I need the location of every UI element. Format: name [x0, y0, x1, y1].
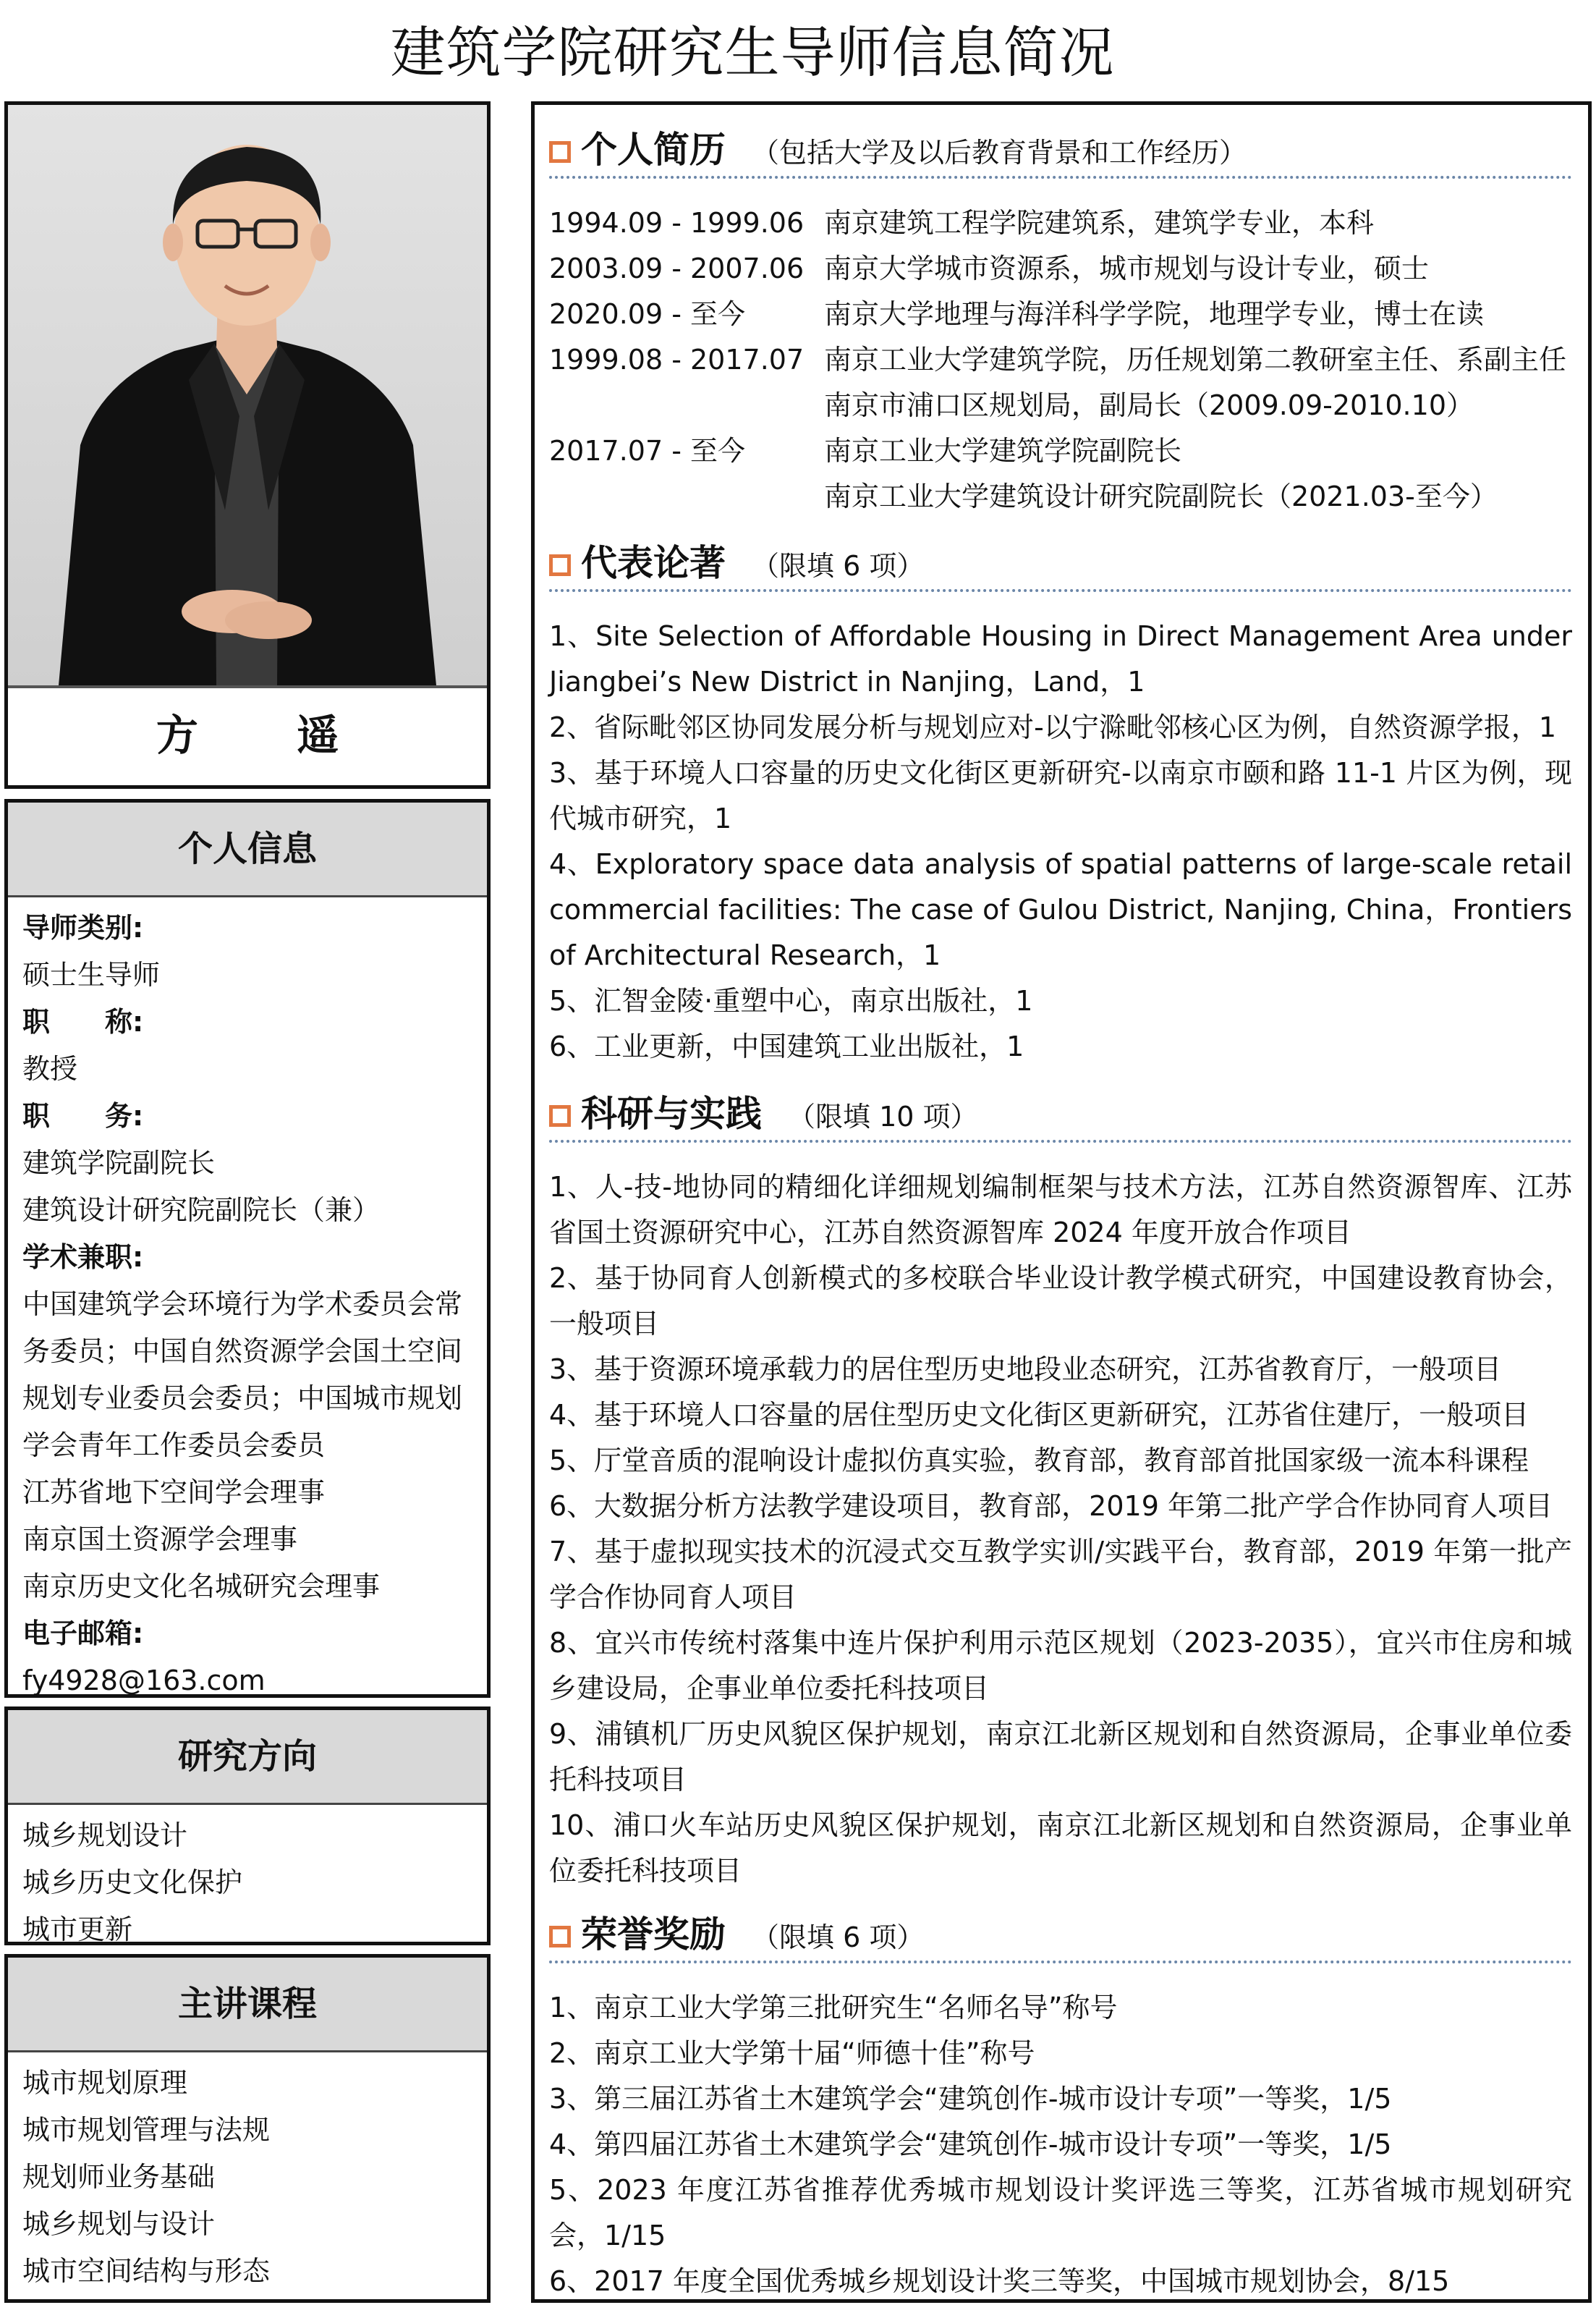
project-item: 2、基于协同育人创新模式的多校联合毕业设计教学模式研究，中国建设教育协会，一般项目 [549, 1262, 1572, 1340]
projects-note: （限填 10 项） [788, 1101, 978, 1133]
academic-label: 学术兼职: [22, 1241, 144, 1273]
section-square-icon [549, 1105, 571, 1127]
publications-section [549, 543, 1572, 1070]
course-item: 规划师业务基础 [22, 2161, 216, 2193]
position-label: 职 务: [22, 1100, 144, 1132]
advisor-type-label: 导师类别: [22, 912, 144, 944]
resume-row: 2017.07 - 至今 南京工业大学建筑学院副院长 [549, 435, 1182, 467]
section-square-icon [549, 1926, 571, 1947]
honor-item: 6、2017 年度全国优秀城乡规划设计奖三等奖，中国城市规划协会，8/15 [549, 2265, 1450, 2297]
course-item: 城市空间结构与形态 [22, 2255, 271, 2287]
project-item: 1、人-技-地协同的精细化详细规划编制框架与技术方法，江苏自然资源智库、江苏省国土资源研究中心，江苏自然资源智库 2024 年度开放合作项目 [549, 1171, 1572, 1248]
honor-item: 1、南京工业大学第三批研究生“名师名导”称号 [549, 1992, 1118, 2023]
academic-post: 南京历史文化名城研究会理事 [22, 1570, 381, 1602]
resume-note: （包括大学及以后教育背景和工作经历） [752, 137, 1247, 169]
honors-section [549, 1914, 1572, 2304]
advisor-name: 方 遥 [8, 685, 487, 785]
honors-header [549, 1914, 1572, 1963]
section-square-icon [549, 141, 571, 163]
title-label: 职 称: [22, 1006, 144, 1038]
research-item: 城乡历史文化保护 [22, 1866, 243, 1898]
publication-item: 4、Exploratory space data analysis of spatial patterns of large-scale retail commercial facilities: The case of Gulou District, Nanjing, China，Frontiers of Architectural Research，1 [549, 848, 1572, 971]
position-value: 建筑学院副院长 [22, 1147, 216, 1179]
research-item: 城市更新 [22, 1913, 133, 1945]
project-item: 9、浦镇机厂历史风貌区保护规划，南京江北新区规划和自然资源局，企事业单位委托科技项目 [549, 1718, 1572, 1796]
publication-item: 1、Site Selection of Affordable Housing in Direct Management Area under Jiangbei’s New District in Nanjing，Land，1 [549, 620, 1572, 698]
course-item: 城乡规划与设计 [22, 2208, 216, 2240]
honor-item: 4、第四届江苏省土木建筑学会“建筑创作-城市设计专项”一等奖，1/5 [549, 2128, 1392, 2160]
portrait-illustration [8, 105, 487, 685]
academic-posts: 中国建筑学会环境行为学术委员会常务委员；中国自然资源学会国土空间规划专业委员会委员；中国城市规划学会青年工作委员会委员 [22, 1288, 463, 1461]
course-item: 城市规划管理与法规 [22, 2114, 271, 2146]
resume-row: 南京市浦口区规划局，副局长（2009.09-2010.10） [824, 389, 1474, 421]
resume-row: 1999.08 - 2017.07 南京工业大学建筑学院，历任规划第二教研室主任、系副主任 [549, 344, 1567, 376]
publication-item: 6、工业更新，中国建筑工业出版社，1 [549, 1031, 1024, 1062]
resume-row: 2020.09 - 至今 南京大学地理与海洋科学学院，地理学专业，博士在读 [549, 298, 1485, 330]
resume-header [549, 130, 1572, 179]
publications-note: （限填 6 项） [752, 550, 925, 582]
project-item: 6、大数据分析方法教学建设项目，教育部，2019 年第二批产学合作协同育人项目 [549, 1490, 1553, 1522]
courses-panel [4, 1954, 491, 2303]
course-item: 城市规划原理 [22, 2067, 188, 2099]
honor-item: 5、2023 年度江苏省推荐优秀城市规划设计奖评选三等奖，江苏省城市规划研究会，1/15 [549, 2174, 1572, 2251]
academic-post: 江苏省地下空间学会理事 [22, 1476, 326, 1508]
personal-info-heading: 个人信息 [8, 803, 487, 897]
honors-note: （限填 6 项） [752, 1921, 925, 1953]
honors-heading: 荣誉奖励 [581, 1913, 726, 1955]
personal-info-panel [4, 799, 491, 1698]
honor-item: 3、第三届江苏省土木建筑学会“建筑创作-城市设计专项”一等奖，1/5 [549, 2083, 1392, 2115]
position-value: 建筑设计研究院副院长（兼） [22, 1194, 381, 1226]
resume-row: 南京工业大学建筑设计研究院副院长（2021.03-至今） [824, 481, 1498, 512]
project-item: 7、基于虚拟现实技术的沉浸式交互教学实训/实践平台，教育部，2019 年第一批产学合作协同育人项目 [549, 1536, 1572, 1613]
projects-section [549, 1094, 1572, 1894]
project-item: 5、厅堂音质的混响设计虚拟仿真实验，教育部，教育部首批国家级一流本科课程 [549, 1445, 1529, 1476]
project-item: 3、基于资源环境承载力的居住型历史地段业态研究，江苏省教育厅，一般项目 [549, 1353, 1502, 1385]
email-label: 电子邮箱: [22, 1617, 144, 1649]
courses-heading: 主讲课程 [8, 1958, 487, 2052]
projects-header [549, 1094, 1572, 1143]
resume-row: 1994.09 - 1999.06 南京建筑工程学院建筑系，建筑学专业，本科 [549, 207, 1375, 239]
title-value: 教授 [22, 1053, 78, 1085]
publications-header [549, 543, 1572, 592]
resume-row: 2003.09 - 2007.06 南京大学城市资源系，城市规划与设计专业，硕士 [549, 253, 1430, 284]
publication-item: 2、省际毗邻区协同发展分析与规划应对-以宁滁毗邻核心区为例，自然资源学报，1 [549, 711, 1557, 743]
project-item: 10、浦口火车站历史风貌区保护规划，南京江北新区规划和自然资源局，企事业单位委托科技项目 [549, 1809, 1572, 1887]
projects-heading: 科研与实践 [581, 1093, 762, 1135]
project-item: 4、基于环境人口容量的居住型历史文化街区更新研究，江苏省住建厅，一般项目 [549, 1399, 1529, 1431]
project-item: 8、宜兴市传统村落集中连片保护利用示范区规划（2023-2035），宜兴市住房和城乡建设局，企事业单位委托科技项目 [549, 1627, 1572, 1704]
resume-heading: 个人简历 [581, 129, 726, 171]
research-heading: 研究方向 [8, 1710, 487, 1805]
advisor-type-value: 硕士生导师 [22, 959, 161, 991]
details-panel [531, 101, 1592, 2303]
publications-heading: 代表论著 [581, 542, 726, 584]
page-title: 建筑学院研究生导师信息简况 [390, 20, 1115, 85]
publication-item: 3、基于环境人口容量的历史文化街区更新研究-以南京市颐和路 11-1 片区为例，现代城市研究，1 [549, 757, 1572, 834]
honor-item: 2、南京工业大学第十届“师德十佳”称号 [549, 2037, 1035, 2069]
research-panel [4, 1706, 491, 1945]
academic-post: 南京国土资源学会理事 [22, 1523, 298, 1555]
research-item: 城乡规划设计 [22, 1819, 188, 1851]
profile-photo [8, 105, 487, 685]
email-value[interactable]: fy4928@163.com [22, 1665, 266, 1696]
resume-section [549, 130, 1572, 520]
section-square-icon [549, 554, 571, 576]
profile-card [4, 101, 491, 789]
publication-item: 5、汇智金陵·重塑中心，南京出版社，1 [549, 985, 1033, 1017]
